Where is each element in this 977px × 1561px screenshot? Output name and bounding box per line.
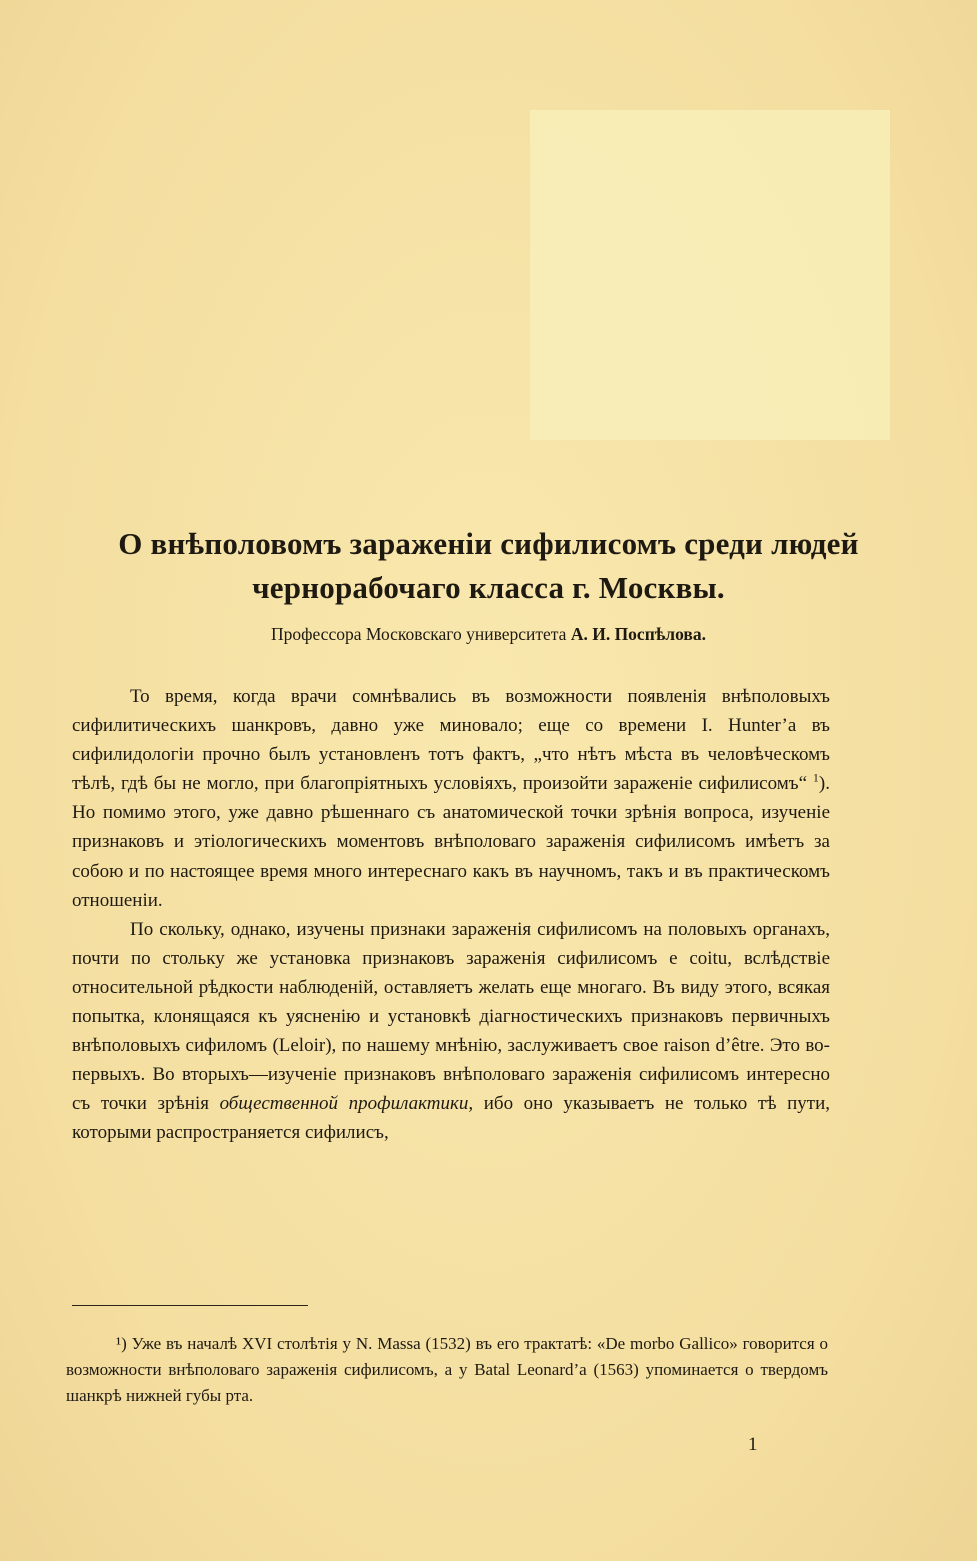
footnote-reference: 1 [812, 770, 819, 785]
paragraph-1-text: То время, когда врачи сомнѣвались въ возможности появленія внѣполовыхъ сифилитическихъ шанкровъ, давно уже миновало; еще со времени I. Hunter’а въ сифилидологіи прочно былъ установленъ тотъ фактъ, „что нѣтъ мѣста въ человѣческомъ тѣлѣ, гдѣ бы не могло, при благопріятныхъ условіяхъ, произойти зараженіе сифилисомъ“ [72, 686, 830, 795]
paragraph-2 [72, 915, 830, 1148]
author-affiliation: Профессора Московскаго университета [271, 624, 567, 644]
article-body [72, 682, 830, 1148]
footnote-text: Уже въ началѣ XVI столѣтія у N. Massa (1532) въ его трактатѣ: «De morbo Gallico» говорится о возможности внѣполоваго зараженія сифилисомъ, а у Batal Leonard’а (1563) упоминается о твердомъ шанкрѣ нижней губы рта. [66, 1334, 828, 1405]
blank-paper-area [530, 110, 890, 440]
author-line [40, 622, 937, 646]
paragraph-2-continuation: ибо оно указываетъ не только тѣ пути, которыми распространяется сифилисъ, [72, 1093, 830, 1144]
footnote-marker: ¹) [116, 1334, 127, 1353]
footnote [66, 1331, 828, 1409]
author-name: А. И. Поспѣлова. [570, 624, 706, 644]
italic-phrase: общественной профилактики, [219, 1093, 474, 1115]
paragraph-2-text: По скольку, однако, изучены признаки зараженія сифилисомъ на половыхъ органахъ, почти по стольку же установка признаковъ зараженія сифилисомъ e coitu, вслѣдствіе относительной рѣдкости наблюденій, оставляетъ желать еще многаго. Въ виду этого, всякая попытка, клонящаяся къ уясненію и установкѣ діагностическихъ признаковъ первичныхъ внѣполовыхъ сифиломъ (Leloir), по нашему мнѣнію, заслуживаетъ свое raison d’être. Это во-первыхъ. Во вторыхъ—изученіе признаковъ внѣполоваго зараженія сифилисомъ интересно съ точки зрѣнія [72, 918, 830, 1115]
title-line-2: чернорабочаго класса г. Москвы. [252, 570, 725, 605]
title-line-1: О внѣполовомъ зараженіи сифилисомъ среди людей [118, 526, 859, 561]
article-title [40, 522, 937, 610]
footnote-paragraph [66, 1331, 828, 1409]
footnote-divider [72, 1305, 308, 1306]
paragraph-1 [72, 682, 830, 915]
paragraph-1-continuation: ). Но помимо этого, уже давно рѣшеннаго съ анатомической точки зрѣнія вопроса, изученіе признаковъ и этіологическихъ моментовъ внѣполоваго зараженія сифилисомъ имѣетъ за собою и по настоящее время много интереснаго какъ въ научномъ, такъ и въ практическомъ отношеніи. [72, 773, 830, 911]
page-number: 1 [748, 1434, 758, 1455]
